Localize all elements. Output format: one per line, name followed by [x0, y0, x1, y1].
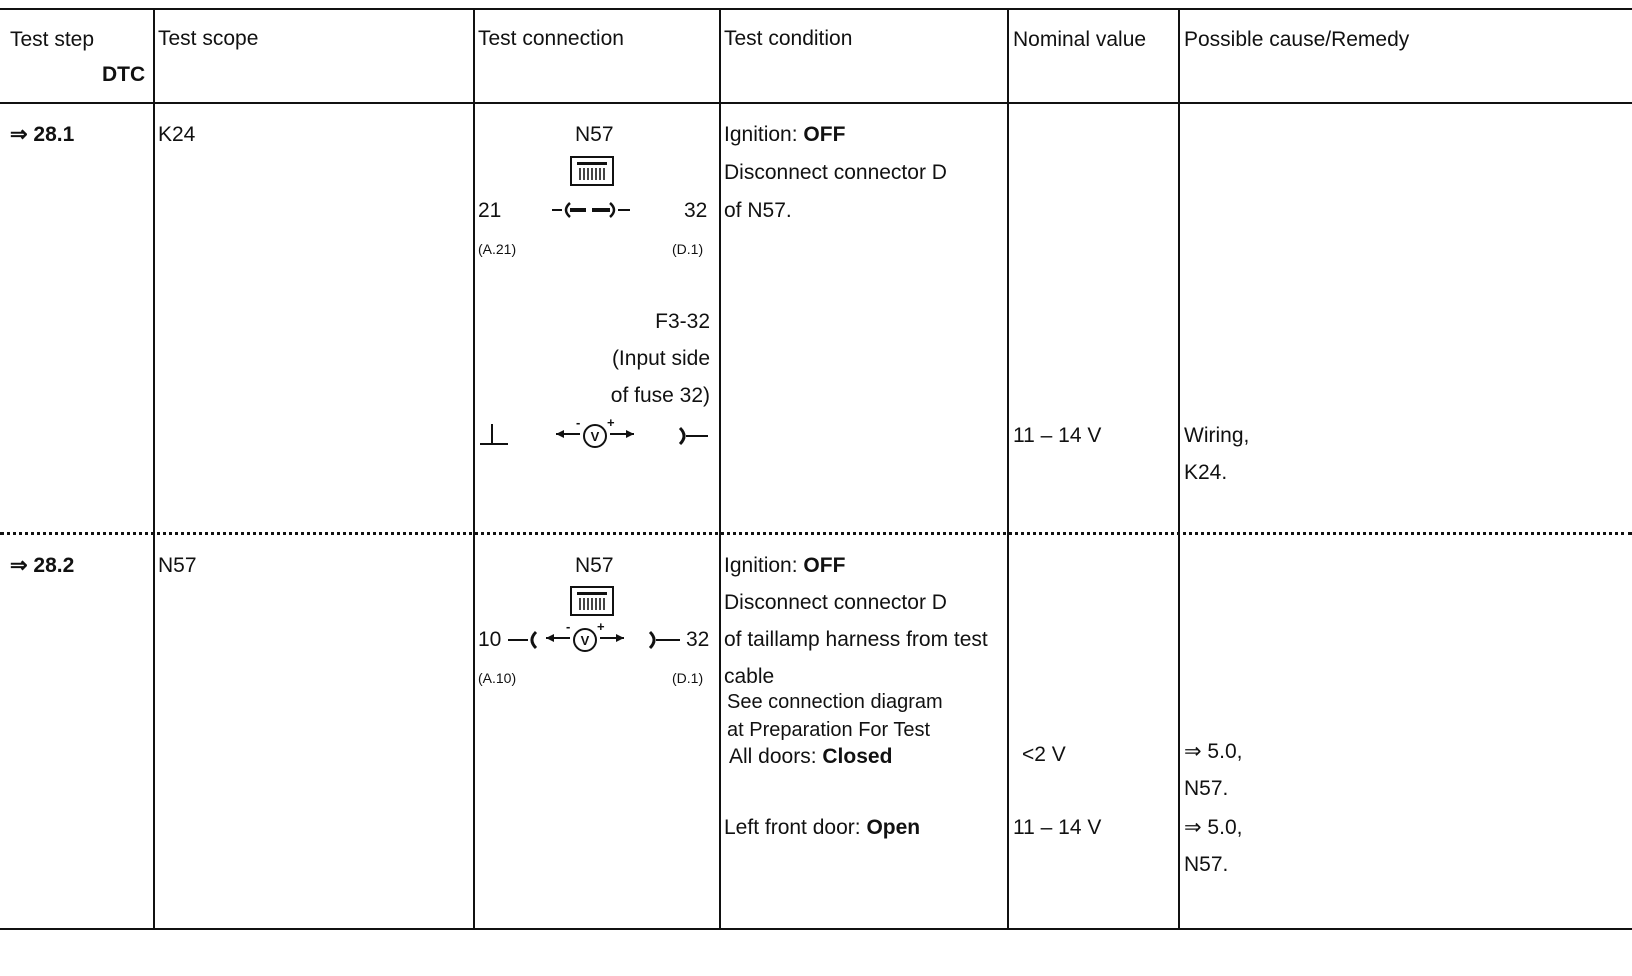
control-module-icon	[570, 586, 614, 616]
header-top-rule	[0, 8, 1632, 10]
svg-text:V: V	[580, 633, 590, 648]
svg-text:+: +	[607, 418, 615, 430]
test-scope-k24: K24	[158, 123, 196, 146]
cond-line-3: of N57.	[724, 199, 792, 222]
cond-door-lf-label: Left front door:	[724, 816, 861, 839]
svg-text:+: +	[597, 622, 605, 634]
cond-doors-value: Closed	[822, 745, 893, 768]
remedy-line-1: Wiring,	[1184, 424, 1250, 447]
header-dtc: DTC	[102, 63, 146, 86]
remedy-line-3: ⇒ 5.0,	[1184, 816, 1243, 839]
header-remedy: Possible cause/Remedy	[1184, 28, 1410, 51]
col-divider-5	[1178, 8, 1180, 930]
pin-right-sub: (D.1)	[672, 241, 704, 257]
probe-socket-icon	[646, 628, 686, 652]
header-test-scope: Test scope	[158, 27, 259, 50]
pin-right: 32	[686, 628, 710, 651]
nominal-value-2: 11 – 14 V	[1013, 816, 1102, 839]
module-label: N57	[575, 123, 614, 146]
row-separator	[0, 532, 1632, 535]
header-test-step: Test step	[10, 28, 95, 51]
pin-left: 10	[478, 628, 502, 651]
cond-line-3: of taillamp harness from test	[724, 628, 988, 651]
col-divider-4	[1007, 8, 1009, 930]
cond-ignition	[724, 554, 845, 578]
fuse-desc-2: of fuse 32)	[610, 384, 710, 407]
remedy-line-4: N57.	[1184, 853, 1229, 876]
table-bottom-rule	[0, 928, 1632, 930]
ground-icon	[478, 420, 510, 450]
module-label: N57	[575, 554, 614, 577]
pin-right: 32	[684, 199, 708, 222]
svg-text:-: -	[576, 418, 581, 430]
probe-socket-icon	[676, 424, 712, 448]
nominal-value-1: <2 V	[1022, 743, 1066, 766]
cond-doors-closed	[729, 745, 892, 769]
cond-ignition-label: Ignition:	[724, 554, 798, 577]
nominal-value: 11 – 14 V	[1013, 424, 1102, 447]
header-bottom-rule	[0, 102, 1632, 104]
pin-left-sub: (A.10)	[478, 670, 517, 686]
pin-left: 21	[478, 199, 502, 222]
cond-ignition-label: Ignition:	[724, 123, 798, 146]
test-scope-n57: N57	[158, 554, 197, 577]
test-step-28-1: ⇒ 28.1	[10, 123, 75, 146]
cond-ignition-value: OFF	[803, 123, 846, 146]
col-divider-1	[153, 8, 155, 930]
test-step-28-2: ⇒ 28.2	[10, 554, 75, 577]
voltmeter-icon	[542, 622, 628, 656]
col-divider-2	[473, 8, 475, 930]
cond-line-6: at Preparation For Test	[727, 719, 931, 741]
cond-door-lf-value: Open	[866, 816, 921, 839]
pin-right-sub: (D.1)	[672, 670, 704, 686]
cond-line-2: Disconnect connector D	[724, 591, 947, 614]
svg-text:V: V	[590, 429, 600, 444]
voltmeter-icon	[552, 418, 638, 452]
pin-left-sub: (A.21)	[478, 241, 517, 257]
cond-doors-label: All doors:	[729, 745, 817, 768]
cond-line-5: See connection diagram	[727, 691, 943, 713]
cond-ignition-value: OFF	[803, 554, 846, 577]
fuse-desc-1: (Input side	[611, 347, 710, 370]
cond-door-lf-open	[724, 816, 920, 840]
header-test-connection: Test connection	[478, 27, 624, 50]
fuse-label: F3-32	[655, 310, 710, 333]
cond-ignition	[724, 123, 845, 147]
cond-line-4: cable	[724, 665, 775, 688]
remedy-line-2: K24.	[1184, 461, 1228, 484]
cond-line-2: Disconnect connector D	[724, 161, 947, 184]
col-divider-3	[719, 8, 721, 930]
svg-text:-: -	[566, 622, 571, 634]
control-module-icon	[570, 156, 614, 186]
socket-lead-icon	[504, 628, 540, 652]
header-nominal-value: Nominal value	[1013, 28, 1147, 51]
remedy-line-1: ⇒ 5.0,	[1184, 740, 1243, 763]
remedy-line-2: N57.	[1184, 777, 1229, 800]
bridge-adapter-icon	[548, 200, 638, 220]
header-test-condition: Test condition	[724, 27, 853, 50]
